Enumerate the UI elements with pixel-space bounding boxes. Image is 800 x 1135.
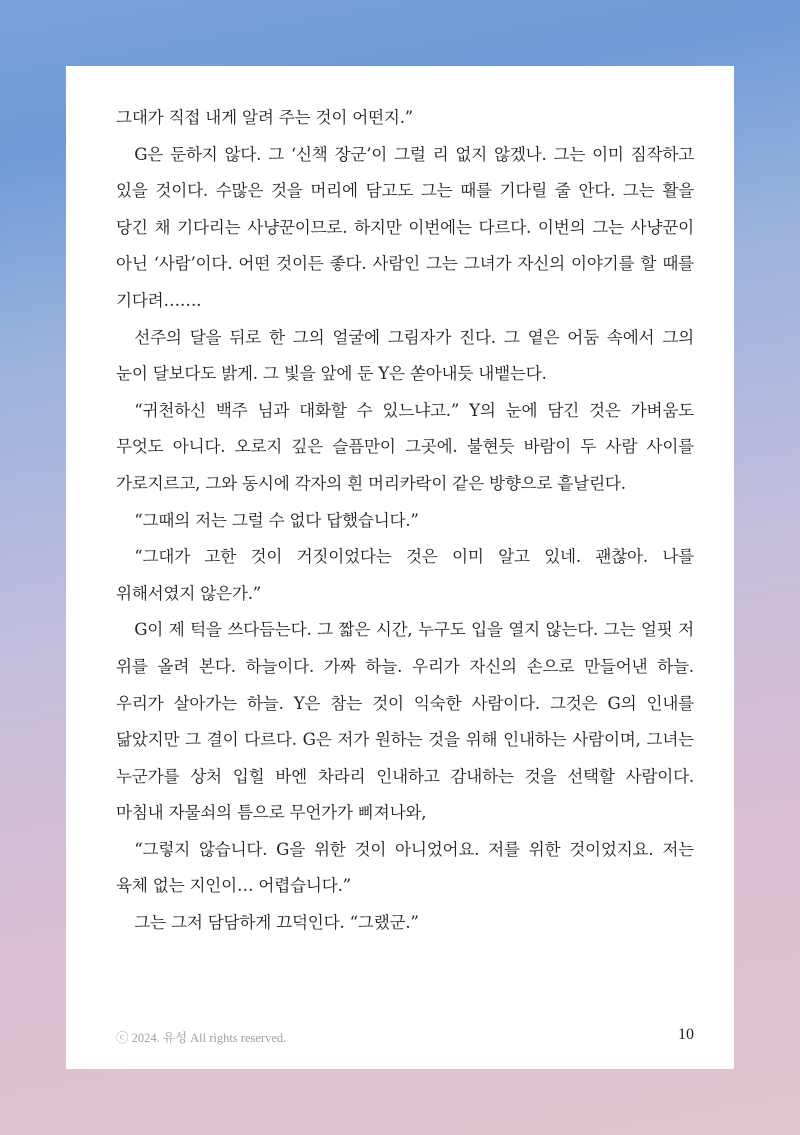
copyright-notice: ⓒ 2024. 유성 All rights reserved.: [116, 1031, 287, 1045]
paragraph: G이 제 턱을 쓰다듬는다. 그 짧은 시간, 누구도 입을 열지 않는다. 그는 얼핏 저 위를 올려 본다. 하늘이다. 가짜 하늘. 우리가 자신의 손으로 만들어낸 하늘. 우리가 살아가는 하늘. Y은 참는 것이 익숙한 사람이다. 그것은 G의 인내를 닮았지만 그 결이 다르다. G은 저가 원하는 것을 위해 인내하는 사람이며, 그녀는 누군가를 상처 입힐 바엔 차라리 인내하고 감내하는 것을 선택할 사람이다. 마침내 자물쇠의 틈으로 무언가가 삐져나와,: [116, 620, 694, 823]
paragraph: “그대가 고한 것이 거짓이었다는 것은 이미 알고 있네. 괜찮아. 나를 위해서였지 않은가.”: [116, 547, 694, 603]
page-number: 10: [678, 1026, 694, 1043]
paragraph: “그때의 저는 그럴 수 없다 답했습니다.”: [134, 510, 419, 530]
page-body-text: [116, 100, 694, 942]
page-footer: [116, 1026, 694, 1048]
paragraph: “그렇지 않습니다. G을 위한 것이 아니었어요. 저를 위한 것이었지요. 저는 육체 없는 지인이… 어렵습니다.”: [116, 839, 694, 896]
book-page: [66, 66, 734, 1069]
paragraph: G은 둔하지 않다. 그 ‘신책 장군’이 그럴 리 없지 않겠나. 그는 이미 짐작하고 있을 것이다. 수많은 것을 머리에 담고도 그는 때를 기다릴 줄 안다. 그는 활을 당긴 채 기다리는 사냥꾼이므로. 하지만 이번에는 다르다. 이번의 그는 사냥꾼이 아닌 ‘사람’이다. 어떤 것이든 좋다. 사람인 그는 그녀가 자신의 이야기를 할 때를 기다려…….: [116, 144, 694, 310]
paragraph: 선주의 달을 뒤로 한 그의 얼굴에 그림자가 진다. 그 옅은 어둠 속에서 그의 눈이 달보다도 밝게. 그 빛을 앞에 둔 Y은 쏟아내듯 내뱉는다.: [116, 327, 694, 384]
paragraph-continuation: 그대가 직접 내게 알려 주는 것이 어떤지.”: [116, 108, 414, 127]
paragraph: “귀천하신 백주 님과 대화할 수 있느냐고.” Y의 눈에 담긴 것은 가벼움도 무엇도 아니다. 오로지 깊은 슬픔만이 그곳에. 불현듯 바람이 두 사람 사이를 가로지르고, 그와 동시에 각자의 흰 머리카락이 같은 방향으로 흩날린다.: [116, 400, 694, 493]
paragraph: 그는 그저 담담하게 끄덕인다. “그랬군.”: [134, 913, 419, 933]
